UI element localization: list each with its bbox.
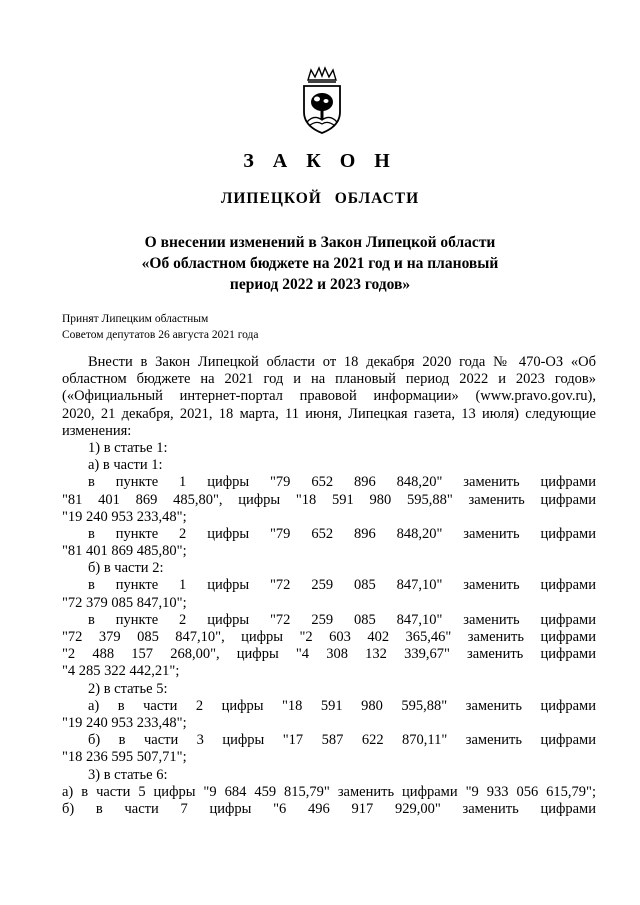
body-line: а) в части 5 цифры "9 684 459 815,79" заменить цифрами "9 933 056 615,79"; [62, 783, 596, 800]
document-body [62, 354, 596, 818]
body-line: Внести в Закон Липецкой области от 18 декабря 2020 года № 470-ОЗ «Об [88, 354, 596, 370]
body-line: а) в части 1: [88, 457, 163, 474]
body-line: («Официальный интернет-портал правовой информации» (www.pravo.gov.ru), [62, 388, 596, 405]
body-line: изменения: [62, 422, 132, 439]
document-title: З А К О Н [243, 150, 397, 172]
body-line: "4 285 322 442,21"; [62, 663, 180, 680]
body-line: б) в части 3 цифры "17 587 622 870,11" заменить цифрами [88, 732, 596, 749]
body-line: "19 240 953 233,48"; [62, 508, 187, 525]
body-line: областном бюджете на 2021 год и на плановый период 2022 и 2023 годов» [62, 371, 596, 388]
document-region: ЛИПЕЦКОЙ ОБЛАСТИ [220, 190, 420, 207]
body-line: "72 379 085 847,10"; [62, 594, 187, 611]
body-line: в пункте 2 цифры "72 259 085 847,10" заменить цифрами [88, 611, 596, 628]
body-line: 2020, 21 декабря, 2021, 18 марта, 11 июня, Липецкая газета, 13 июля) следующие [62, 405, 596, 422]
body-line: в пункте 1 цифры "79 652 896 848,20" заменить цифрами [88, 474, 596, 491]
adoption-line: Советом депутатов 26 августа 2021 года [62, 329, 259, 341]
document-subject [0, 232, 640, 295]
adoption-line: Принят Липецким областным [62, 313, 209, 325]
body-line: "81 401 869 485,80", цифры "18 591 980 595,88" заменить цифрами [62, 491, 596, 508]
body-line: 2) в статье 5: [88, 680, 168, 697]
body-line: "81 401 869 485,80"; [62, 543, 187, 560]
subject-line: О внесении изменений в Закон Липецкой области [144, 234, 496, 251]
body-line: 1) в статье 1: [88, 439, 168, 456]
body-line: "18 236 595 507,71"; [62, 749, 187, 766]
body-line: б) в части 7 цифры "6 496 917 929,00" заменить цифрами [62, 800, 596, 817]
adoption-note [62, 311, 259, 343]
coat-of-arms-icon [298, 66, 346, 136]
body-line: "19 240 953 233,48"; [62, 714, 187, 731]
subject-line: «Об областном бюджете на 2021 год и на плановый [141, 255, 499, 272]
body-line: в пункте 2 цифры "79 652 896 848,20" заменить цифрами [88, 525, 596, 542]
body-line: 3) в статье 6: [88, 766, 168, 783]
body-line: в пункте 1 цифры "72 259 085 847,10" заменить цифрами [88, 577, 596, 594]
body-line: б) в части 2: [88, 560, 164, 577]
body-line: "72 379 085 847,10", цифры "2 603 402 365,46" заменить цифрами [62, 629, 596, 645]
subject-line: период 2022 и 2023 годов» [229, 276, 411, 293]
body-line: а) в части 2 цифры "18 591 980 595,88" заменить цифрами [88, 697, 596, 714]
body-line: "2 488 157 268,00", цифры "4 308 132 339,67" заменить цифрами [62, 646, 596, 663]
